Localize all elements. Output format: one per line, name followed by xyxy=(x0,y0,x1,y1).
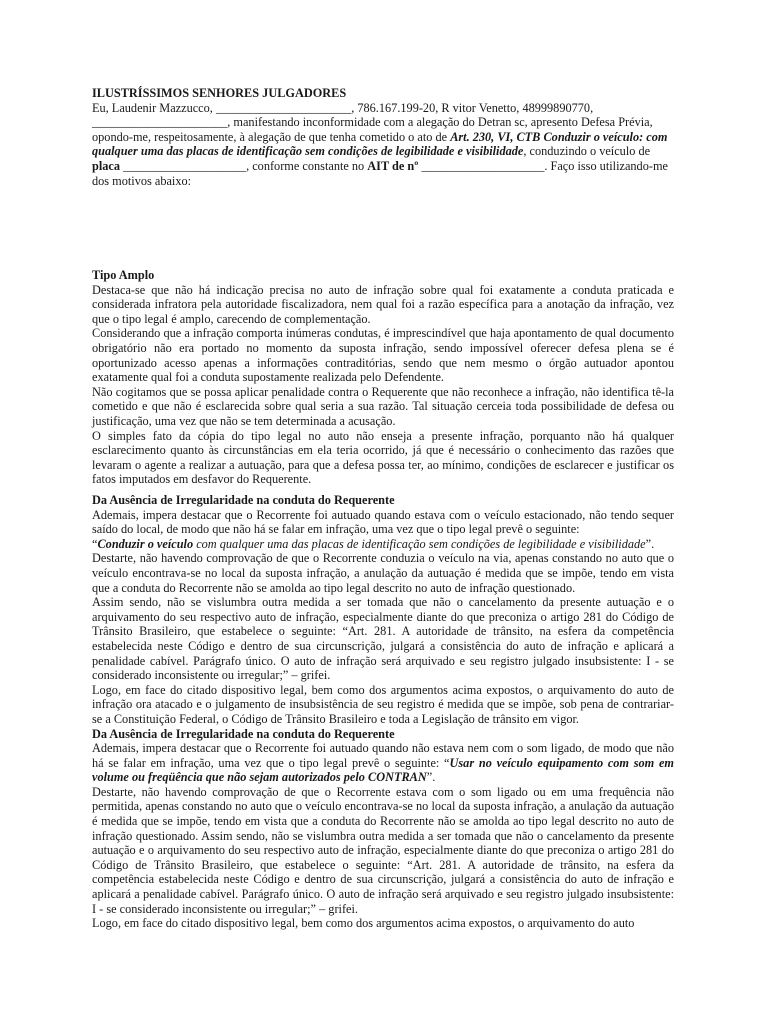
paragraph-text: Ademais, impera destacar que o Recorrente foi autuado quando não estava nem com o som ligado, de modo que não há se falar em infração, uma vez que o tipo legal prevê o seguinte: “ xyxy=(92,741,674,770)
section-heading: Tipo Amplo xyxy=(92,268,155,282)
section-paragraph: Destarte, não havendo comprovação de que o Recorrente estava com o som ligado ou em uma frequência não permitida, apenas constando no auto que o veículo encontrava-se no local da suposta infração, a anulação da autuação é medida que se impõe, tendo em vista que a conduta do Recorrente não se amolda ao tipo legal descrito no auto de infração questionado. Assim sendo, não se vislumbra outra medida a ser tomada que não o cancelamento da presente autuação e o arquivamento do seu respectivo auto de infração, especialmente diante do que preconiza o artigo 281 do Código de Trânsito Brasileiro, que estabelece o seguinte: “Art. 281. A autoridade de trânsito, na esfera da competência estabelecida neste Código e dentro de sua circunscrição, julgará a consistência do auto de infração e aplicará a penalidade cabível. Parágrafo único. O auto de infração será arquivado e seu registro julgado insubsistente: I - se considerado inconsistente ou irregular;” – grifei. xyxy=(92,784,674,916)
section-paragraph: O simples fato da cópia do tipo legal no auto não enseja a presente infração, porquanto não há qualquer esclarecimento quanto às circunstâncias em ela teria ocorrido, já que é necessário o conhecimento das razões que levaram o agente a realizar a autuação, para que a defesa possa ter, ao mínimo, condições de esclarecer e justificar os fatos imputados em desfavor do Requerente. xyxy=(92,428,674,487)
section-paragraph: Logo, em face do citado dispositivo legal, bem como dos argumentos acima expostos, o arquivamento do auto xyxy=(92,916,635,931)
intro-block xyxy=(92,86,674,188)
quote-italic-text: com qualquer uma das placas de identificação sem condições de legibilidade e visibilidade xyxy=(193,536,646,551)
intro-text-start: Eu, Laudenir Mazzucco, xyxy=(92,100,216,115)
quote-close: ”. xyxy=(426,770,436,785)
section-paragraph: Destarte, não havendo comprovação de que o Recorrente conduzia o veículo na via, apenas constando no auto que o veículo encontrava-se no local da suposta infração, a anulação da autuação é medida que se impõe, tendo em vista que a conduta do Recorrente não se amolda ao tipo legal descrito no auto de infração questionado. xyxy=(92,551,674,595)
article-reference: Art. 230, VI, CTB xyxy=(450,129,541,144)
ait-label: AIT de nº xyxy=(367,158,419,173)
intro-text-mid3: , conduzindo o veículo de xyxy=(523,144,651,159)
article-description: Conduzir o veículo: com qualquer uma das placas de identificação sem condições de legibilidade e visibilidade xyxy=(92,129,668,159)
blank-field-placa: ____________________ xyxy=(123,158,247,173)
section-heading: Da Ausência de Irregularidade na conduta do Requerente xyxy=(92,493,395,507)
quote-close: ”. xyxy=(645,536,655,551)
section-paragraph: Considerando que a infração comporta inúmeras condutas, é imprescindível que haja apontamento de qual documento obrigatório não era portado no momento da suposta infração, sendo impossível oferecer defesa plena se é oportunizado acesso apenas a informações contraditórias, sendo que nem mesmo o órgão autuador apontou exatamente qual foi a conduta supostamente realizada pelo Defendente. xyxy=(92,326,674,385)
section-paragraph: Assim sendo, não se vislumbra outra medida a ser tomada que não o cancelamento da presente autuação e o arquivamento do seu respectivo auto de infração, especialmente diante do que preconiza o artigo 281 do Código de Trânsito Brasileiro, que estabelece o seguinte: “Art. 281. A autoridade de trânsito, na esfera da competência estabelecida neste Código e dentro de sua circunscrição, julgará a consistência do auto de infração e aplicará a penalidade cabível. Parágrafo único. O auto de infração será arquivado e seu registro julgado insubsistente: I - se considerado inconsistente ou irregular;” – grifei. xyxy=(92,595,674,683)
quote-open: “ xyxy=(92,536,98,551)
intro-text-mid2: , manifestando inconformidade com a alegação do Detran sc, apresento Defesa Prévia, opondo-me, respeitosamente, à alegação de que tenha cometido o ato de xyxy=(92,115,653,144)
blank-field-address: ______________________ xyxy=(92,115,228,130)
placa-label: placa xyxy=(92,158,121,173)
document-title: ILUSTRÍSSIMOS SENHORES JULGADORES xyxy=(92,86,347,100)
section-paragraph: Não cogitamos que se possa aplicar penalidade contra o Requerente que não reconhece a infração, não identifica tê-la cometido e que não é esclarecida sobre qual seria a sua razão. Tal situação cerceia toda possibilidade de defesa ou justificação, uma vez que não se tem determinada a acusação. xyxy=(92,384,674,428)
section-paragraph xyxy=(92,741,674,785)
section-ausencia-irregularidade xyxy=(92,493,674,931)
quote-bold-text: Conduzir o veículo xyxy=(97,536,194,551)
intro-text-end: . Faço isso utilizando-me dos motivos abaixo: xyxy=(92,158,668,188)
section-paragraph: Logo, em face do citado dispositivo legal, bem como dos argumentos acima expostos, o arquivamento do auto de infração ora atacado e o julgamento de insubsistência de seu registro é medida que se impõe, sob pena de contrariar-se a Constituição Federal, o Código de Trânsito Brasileiro e toda a Legislação de trânsito em vigor. xyxy=(92,682,674,726)
section-heading: Da Ausência de Irregularidade na conduta do Requerente xyxy=(92,726,395,741)
legal-quote-text: Usar no veículo equipamento com som em volume ou freqüência que não sejam autorizados pelo CONTRAN xyxy=(92,755,674,785)
intro-paragraph xyxy=(92,101,674,189)
section-tipo-amplo xyxy=(92,268,674,487)
section-paragraph: Destaca-se que não há indicação precisa no auto de infração sobre qual foi exatamente a conduta praticada e considerada infratora pela autoridade fiscalizadora, nem qual foi a razão específica para a anotação da infração, vez que o tipo legal é amplo, carecendo de complementação. xyxy=(92,282,674,326)
blank-field-document: ______________________ xyxy=(215,100,352,115)
blank-field-ait: ____________________ xyxy=(421,158,545,173)
section-paragraph: Ademais, impera destacar que o Recorrente foi autuado quando estava com o veículo estacionado, não tendo sequer saído do local, de modo que não há se falar em infração, uma vez que o tipo legal prevê o seguinte: xyxy=(92,507,674,537)
intro-text-mid4: , conforme constante no xyxy=(246,158,368,173)
legal-quote xyxy=(92,537,674,552)
intro-text-mid: , 786.167.199-20, R vitor Venetto, 48999890770, xyxy=(351,100,594,115)
